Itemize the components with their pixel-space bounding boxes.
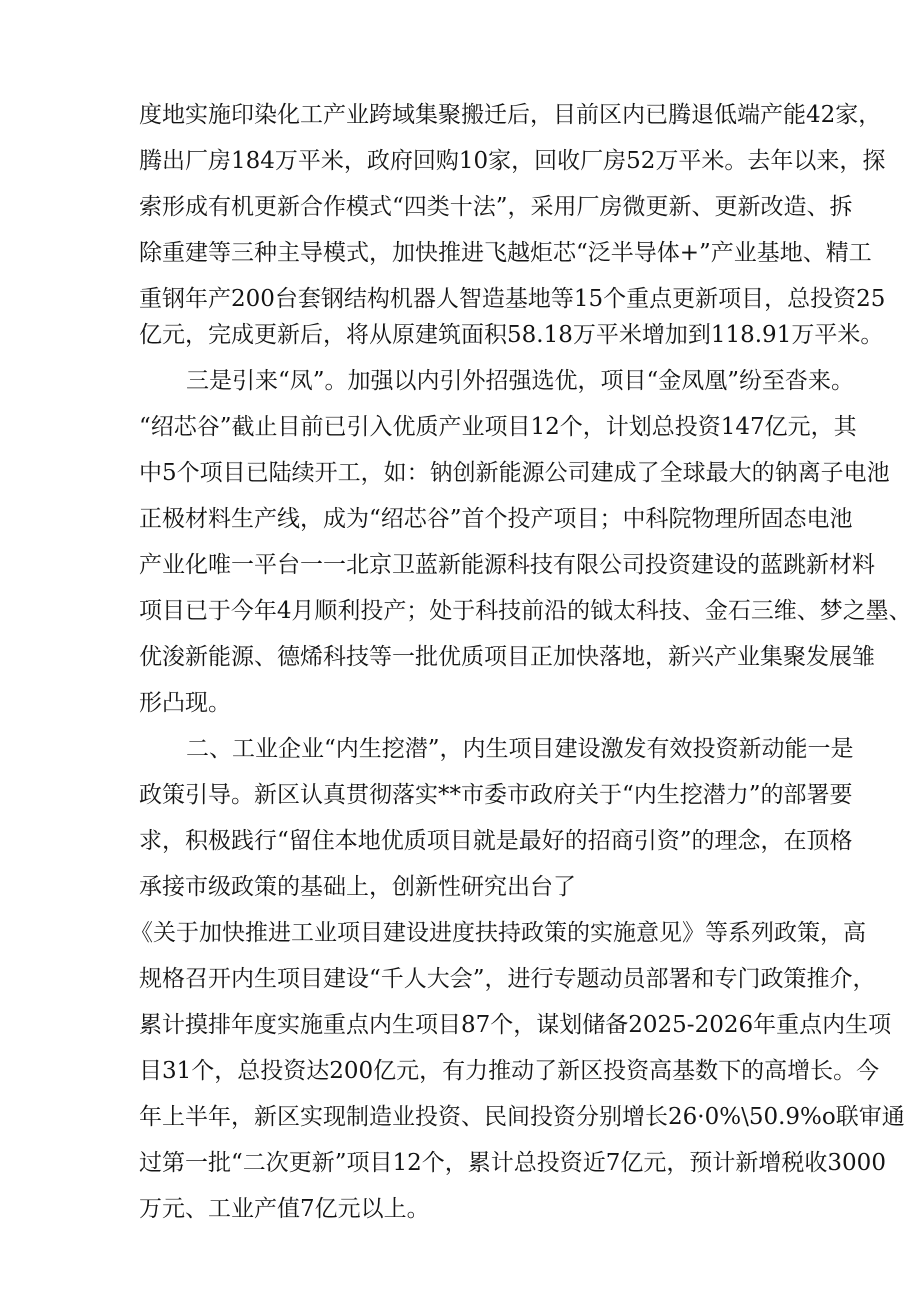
text-line-18: 承接市级政策的基础上，创新性研究出台了 <box>139 874 576 900</box>
text-line-8: “绍芯谷”截止目前已引入优质产业项目12个，计划总投资147亿元，其 <box>139 414 857 440</box>
text-line-21: 累计摸排年度实施重点内生项目87个，谋划储备2025-2026年重点内生项 <box>139 1012 892 1038</box>
text-line-12: 项目已于今年4月顺利投产；处于科技前沿的钺太科技、金石三维、梦之墨、 <box>139 598 912 624</box>
text-line-25: 万元、工业产值7亿元以上。 <box>139 1196 430 1222</box>
text-line-13: 优浚新能源、德烯科技等一批优质项目正加快落地，新兴产业集聚发展雏 <box>139 644 875 670</box>
text-line-1: 度地实施印染化工产业跨域集聚搬迁后，目前区内已腾退低端产能42家， <box>139 102 882 128</box>
text-line-17: 求，积极践行“留住本地优质项目就是最好的招商引资”的理念，在顶格 <box>139 828 853 854</box>
text-line-23: 年上半年，新区实现制造业投资、民间投资分别增长26·0%\50.9%o联审通 <box>139 1104 905 1130</box>
text-line-6: 亿元，完成更新后，将从原建筑面积58.18万平米增加到118.91万平米。 <box>139 322 884 348</box>
text-line-11: 产业化唯一平台一一北京卫蓝新能源科技有限公司投资建设的蓝跳新材料 <box>139 552 875 578</box>
text-line-7: 三是引来“凤”。加强以内引外招强选优，项目“金凤凰”纷至沓来。 <box>186 368 855 394</box>
text-line-15: 二、工业企业“内生挖潜”，内生项目建设激发有效投资新动能一是 <box>186 736 854 762</box>
text-line-24: 过第一批“二次更新”项目12个，累计总投资近7亿元，预计新增税收3000 <box>139 1150 886 1176</box>
text-line-3: 索形成有机更新合作模式“四类十法”，采用厂房微更新、更新改造、拆 <box>139 194 853 220</box>
text-line-16: 政策引导。新区认真贯彻落实**市委市政府关于“内生挖潜力”的部署要 <box>139 782 853 808</box>
text-line-20: 规格召开内生项目建设“千人大会”，进行专题动员部署和专门政策推介， <box>139 966 876 992</box>
text-line-22: 目31个，总投资达200亿元，有力推动了新区投资高基数下的高增长。今 <box>139 1058 880 1084</box>
text-line-2: 腾出厂房184万平米，政府回购10家，回收厂房52万平米。去年以来，探 <box>139 148 886 174</box>
text-line-4: 除重建等三种主导模式，加快推进飞越炬芯“泛半导体+”产业基地、精工 <box>139 240 872 266</box>
text-line-14: 形凸现。 <box>139 690 231 716</box>
text-line-9: 中5个项目已陆续开工，如：钠创新能源公司建成了全球最大的钠离子电池 <box>139 460 890 486</box>
text-line-19: 《关于加快推进工业项目建设进度扶持政策的实施意见》等系列政策，高 <box>130 920 866 946</box>
text-line-5: 重钢年产200台套钢结构机器人智造基地等15个重点更新项目，总投资25 <box>139 286 886 312</box>
text-line-10: 正极材料生产线，成为“绍芯谷”首个投产项目；中科院物理所固态电池 <box>139 506 853 532</box>
